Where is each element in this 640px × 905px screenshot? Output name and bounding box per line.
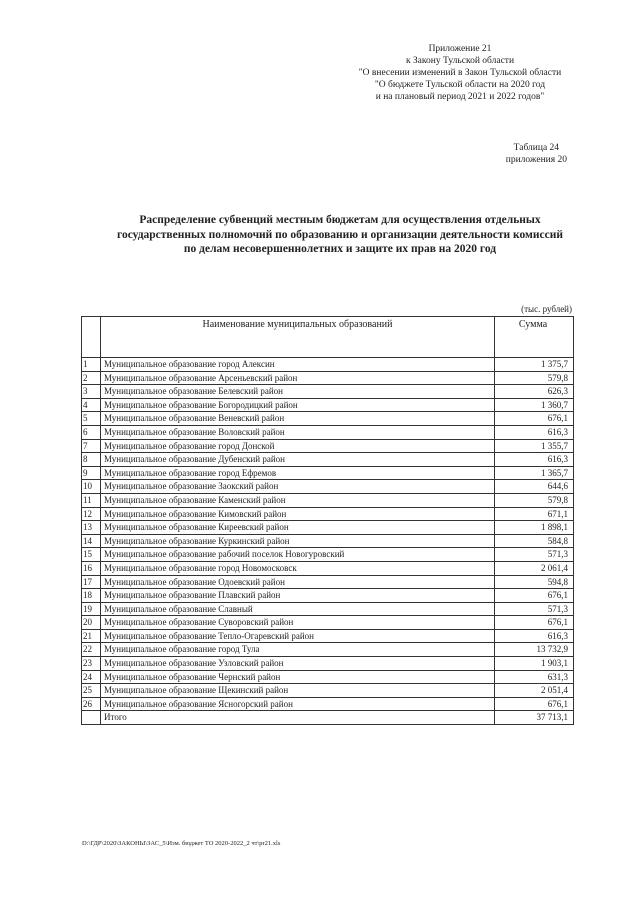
row-number: 15 [82,548,101,562]
subvention-sum: 579,8 [495,371,574,385]
municipality-name: Муниципальное образование Куркинский район [101,534,495,548]
table-header-row [82,317,574,358]
allocation-table [81,316,574,725]
document-title [100,213,580,257]
municipality-name: Муниципальное образование Плавский район [101,589,495,603]
table-row [82,507,574,521]
municipality-name: Муниципальное образование Арсеньевский район [101,371,495,385]
subvention-sum: 1 355,7 [495,439,574,453]
row-number: 5 [82,412,101,426]
table-row [82,575,574,589]
row-number: 7 [82,439,101,453]
table-row [82,439,574,453]
row-number: 22 [82,643,101,657]
subvention-sum: 1 903,1 [495,657,574,671]
subvention-sum: 671,1 [495,507,574,521]
row-number: 21 [82,629,101,643]
municipality-name: Муниципальное образование Кимовский район [101,507,495,521]
subvention-sum: 2 051,4 [495,684,574,698]
table-row [82,358,574,372]
subvention-sum: 616,3 [495,453,574,467]
table-row [82,629,574,643]
municipality-name: Муниципальное образование Щекинский район [101,684,495,698]
subvention-sum: 644,6 [495,480,574,494]
municipality-name: Муниципальное образование Киреевский район [101,521,495,535]
municipality-name: Муниципальное образование Заокский район [101,480,495,494]
table-row [82,548,574,562]
header-line: "О внесении изменений в Закон Тульской области [358,68,562,78]
file-path: D:\ГДР\2020\ЗАКОНЫ\ЗАС_5\Изм. бюджет ТО 2020-2022_2 чт\pr21.xls [82,840,281,847]
subvention-sum: 1 375,7 [495,358,574,372]
table-row [82,385,574,399]
header-name-cell: Наименование муниципальных образований [101,317,495,358]
row-number: 2 [82,371,101,385]
title-line: Распределение субвенций местным бюджетам для осуществления отдельных [139,214,541,226]
subvention-sum: 676,1 [495,412,574,426]
municipality-name: Муниципальное образование Белевский район [101,385,495,399]
row-number: 4 [82,398,101,412]
header-line: "О бюджете Тульской области на 2020 год [374,80,546,90]
table-row [82,602,574,616]
row-number: 19 [82,602,101,616]
total-row [82,711,574,725]
table-row [82,371,574,385]
header-line: и на плановый период 2021 и 2022 годов" [375,92,545,102]
row-number: 26 [82,697,101,711]
row-number: 11 [82,493,101,507]
subvention-sum: 676,1 [495,697,574,711]
subvention-sum: 1 360,7 [495,398,574,412]
subvention-sum: 571,3 [495,602,574,616]
municipality-name: Муниципальное образование город Донской [101,439,495,453]
municipality-name: Муниципальное образование город Ефремов [101,466,495,480]
table-row [82,670,574,684]
units-label: (тыс. рублей) [521,304,572,314]
row-number: 9 [82,466,101,480]
table-row [82,616,574,630]
subvention-sum: 1 365,7 [495,466,574,480]
subvention-sum: 631,3 [495,670,574,684]
subvention-sum: 584,8 [495,534,574,548]
row-number: 24 [82,670,101,684]
municipality-name: Муниципальное образование Воловский район [101,425,495,439]
total-sum: 37 713,1 [495,711,574,725]
appendix-reference: приложения 20 [505,155,567,165]
row-number: 23 [82,657,101,671]
table-row [82,398,574,412]
appendix-header [345,43,575,103]
row-number: 8 [82,453,101,467]
table-row [82,453,574,467]
row-number: 6 [82,425,101,439]
title-line: государственных полномочий по образованию и организации деятельности комиссий [117,228,563,241]
municipality-name: Муниципальное образование Веневский район [101,412,495,426]
row-number: 16 [82,561,101,575]
municipality-name: Муниципальное образование город Тула [101,643,495,657]
subvention-sum: 1 898,1 [495,521,574,535]
row-number: 3 [82,385,101,399]
subvention-sum: 13 732,9 [495,643,574,657]
row-number: 1 [82,358,101,372]
header-num-cell [82,317,101,358]
row-number: 20 [82,616,101,630]
row-number: 10 [82,480,101,494]
table-row [82,684,574,698]
row-number: 18 [82,589,101,603]
table-row [82,521,574,535]
table-row [82,480,574,494]
municipality-name: Муниципальное образование Славный [101,602,495,616]
subvention-sum: 616,3 [495,425,574,439]
table-row [82,493,574,507]
municipality-name: Муниципальное образование город Алексин [101,358,495,372]
title-line: по делам несовершеннолетних и защите их прав на 2020 год [183,243,497,255]
municipality-name: Муниципальное образование Узловский район [101,657,495,671]
subvention-sum: 676,1 [495,589,574,603]
subvention-sum: 594,8 [495,575,574,589]
subvention-sum: 2 061,4 [495,561,574,575]
table-row [82,425,574,439]
row-number: 14 [82,534,101,548]
subvention-sum: 626,3 [495,385,574,399]
table-number: Таблица 24 [513,143,560,153]
municipality-name: Муниципальное образование Богородицкий район [101,398,495,412]
header-line: к Закону Тульской области [405,56,515,66]
row-number: 25 [82,684,101,698]
table-row [82,466,574,480]
municipality-name: Муниципальное образование рабочий поселок Новогуровский [101,548,495,562]
table-reference [506,142,567,166]
municipality-name: Муниципальное образование Каменский район [101,493,495,507]
subvention-sum: 571,3 [495,548,574,562]
subvention-sum: 616,3 [495,629,574,643]
table-row [82,657,574,671]
header-line: Приложение 21 [428,44,492,54]
table-row [82,697,574,711]
table-row [82,534,574,548]
municipality-name: Муниципальное образование город Новомосковск [101,561,495,575]
table-row [82,643,574,657]
municipality-name: Муниципальное образование Суворовский район [101,616,495,630]
municipality-name: Муниципальное образование Дубенский район [101,453,495,467]
row-number: 12 [82,507,101,521]
subvention-sum: 579,8 [495,493,574,507]
municipality-name: Муниципальное образование Одоевский район [101,575,495,589]
subvention-sum: 676,1 [495,616,574,630]
row-number: 17 [82,575,101,589]
row-number: 13 [82,521,101,535]
municipality-name: Муниципальное образование Ясногорский район [101,697,495,711]
header-sum-cell: Сумма [495,317,574,358]
municipality-name: Муниципальное образование Чернский район [101,670,495,684]
table-row [82,412,574,426]
municipality-name: Муниципальное образование Тепло-Огаревский район [101,629,495,643]
total-label: Итого [101,711,495,725]
total-num-cell [82,711,101,725]
table-row [82,561,574,575]
table-body [82,358,574,711]
table-row [82,589,574,603]
